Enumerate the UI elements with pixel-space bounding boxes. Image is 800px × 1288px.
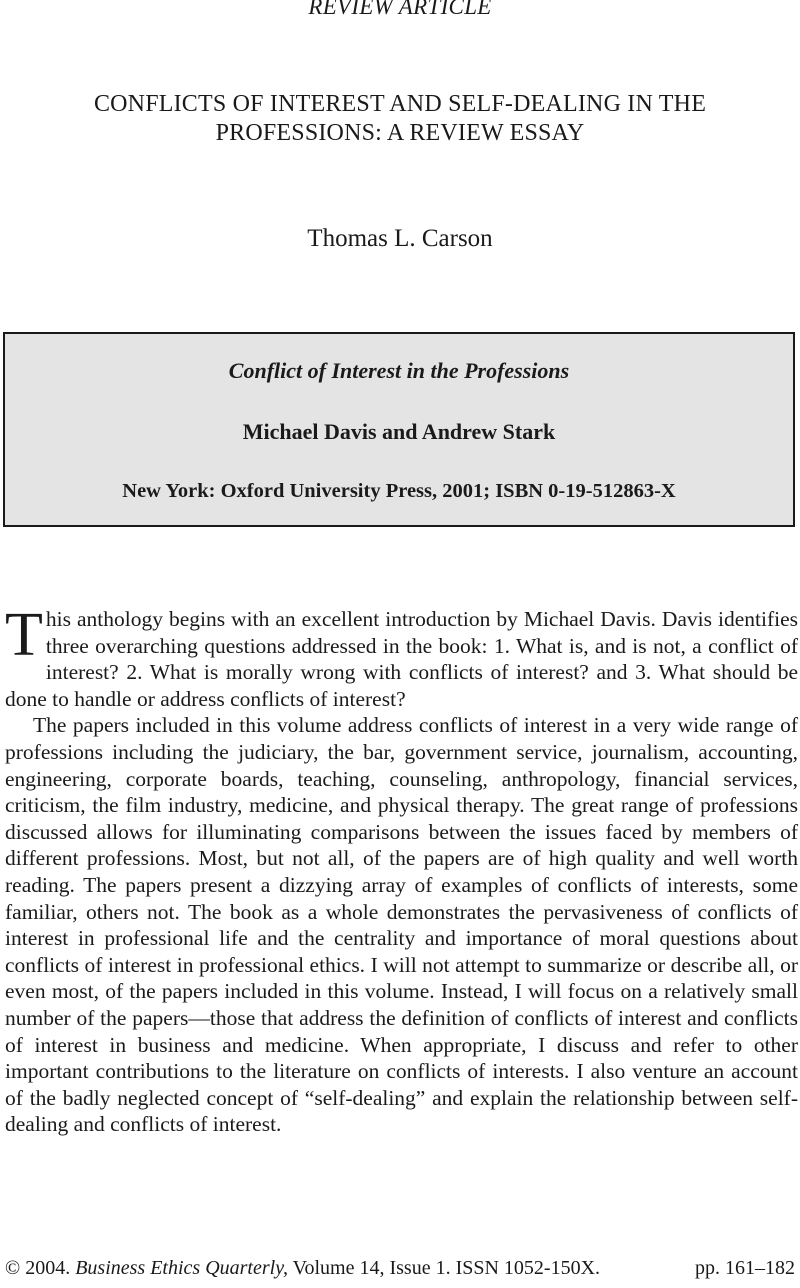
drop-cap: T xyxy=(5,601,43,669)
footer-citation xyxy=(5,1257,600,1280)
footer-copyright: © 2004. xyxy=(5,1257,76,1279)
paragraph-1-text: his anthology begins with an excellent introduction by Michael Davis. Davis identifies three overarching questions addressed in the book: 1. What is, and is not, a conflict of interest? 2. What is morally wrong with conflicts of interest? and 3. What should be done to handle or address conflicts of interest? xyxy=(5,607,798,711)
body-paragraph-1 xyxy=(5,601,798,712)
reviewed-book-authors: Michael Davis and Andrew Stark xyxy=(242,419,556,444)
footer-issue-info: Volume 14, Issue 1. ISSN 1052-150X. xyxy=(287,1257,601,1279)
reviewed-book-box xyxy=(3,332,795,527)
article-body xyxy=(5,601,798,1138)
article-author: Thomas L. Carson xyxy=(307,225,493,252)
reviewed-book-publication: New York: Oxford University Press, 2001; ISBN 0-19-512863-X xyxy=(122,480,676,502)
article-title: CONFLICTS OF INTEREST AND SELF-DEALING IN THE PROFESSIONS: A REVIEW ESSAY xyxy=(93,91,707,146)
footer-journal-name: Business Ethics Quarterly, xyxy=(75,1257,288,1279)
section-label: REVIEW ARTICLE xyxy=(308,0,492,19)
footer-page-range: pp. 161–182 xyxy=(695,1257,795,1279)
reviewed-book-title: Conflict of Interest in the Professions xyxy=(228,358,570,383)
body-paragraph-2: The papers included in this volume address conflicts of interest in a very wide range of professions including the judiciary, the bar, government service, journalism, accounting, engineering, corporate boards, teaching, counseling, anthropology, financial services, criticism, the film industry, medicine, and physical therapy. The great range of professions discussed allows for illuminating comparisons between the issues faced by members of different professions. Most, but not all, of the papers are of high quality and well worth reading. The papers present a dizzying array of examples of conflicts of interests, some familiar, others not. The book as a whole demonstrates the pervasiveness of conflicts of interest in professional life and the centrality and importance of moral questions about conflicts of interest in professional ethics. I will not attempt to summarize or describe all, or even most, of the papers included in this volume. Instead, I will focus on a relatively small number of the papers—those that address the definition of conflicts of interest and conflicts of interest in business and medicine. When appropriate, I discuss and refer to other important contributions to the literature on conflicts of interests. I also venture an account of the badly neglected concept of “self-dealing” and explain the relationship between self-dealing and conflicts of interest. xyxy=(5,713,798,1137)
